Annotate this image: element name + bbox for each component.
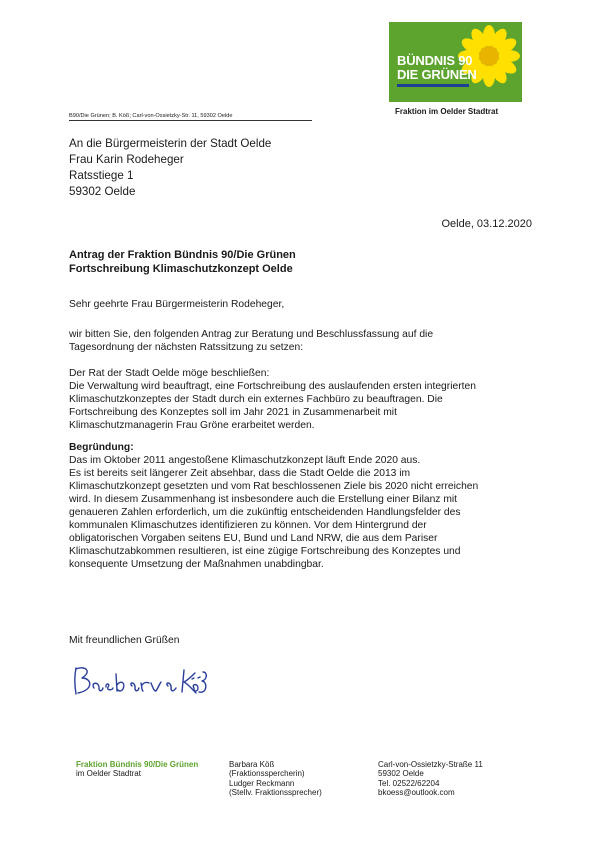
intro-paragraph: [69, 328, 539, 354]
footer-party-name: Fraktion Bündnis 90/Die Grünen: [76, 760, 199, 769]
sender-line: B90/Die Grünen; B. Köß; Carl-von-Ossietzky-Str. 11, 59302 Oelde: [69, 113, 312, 121]
logo-caption: Fraktion im Oelder Stadtrat: [395, 107, 499, 116]
subject-line-2: Fortschreibung Klimaschutzkonzept Oelde: [69, 263, 293, 275]
logo-line-2: DIE GRÜNEN: [397, 67, 477, 82]
letter-date: Oelde, 03.12.2020: [441, 218, 532, 230]
logo-blue-bar: [397, 84, 469, 87]
footer-party-sub: im Oelder Stadtrat: [76, 769, 141, 779]
resolution-line: Klimaschutzmanagerin Frau Gröne erarbeitet werden.: [69, 420, 315, 431]
recipient-line: Ratsstiege 1: [69, 169, 134, 182]
salutation: Sehr geehrte Frau Bürgermeisterin Rodeheger,: [69, 299, 285, 310]
footer-contact-line: Ludger Reckmann: [229, 778, 295, 788]
logo-wordmark: [397, 54, 477, 82]
recipient-line: An die Bürgermeisterin der Stadt Oelde: [69, 137, 272, 150]
resolution-line: Klimaschutzkonzeptes der Stadt durch ein externes Fachbüro zu beauftragen. Die: [69, 394, 443, 405]
recipient-address: [69, 136, 271, 200]
reason-line: obligatorischen Vorgaben seitens EU, Bund und Land NRW, die aus dem Pariser: [69, 533, 438, 544]
reason-section: [69, 441, 539, 571]
reason-line: Es ist bereits seit längerer Zeit absehbar, dass die Stadt Oelde die 2013 im: [69, 468, 411, 479]
resolution-line: Die Verwaltung wird beauftragt, eine Fortschreibung des auslaufenden ersten integrierten: [69, 381, 476, 392]
reason-line: Das im Oktober 2011 angestoßene Klimaschutzkonzept läuft Ende 2020 aus.: [69, 455, 421, 466]
footer-email[interactable]: bkoess@outlook.com: [378, 788, 455, 798]
signature-image: [70, 664, 210, 700]
subject: [69, 248, 296, 276]
reason-line: wird. In diesem Zusammenhang ist insbesondere auch die Erstellung einer Bilanz mit: [69, 494, 458, 505]
recipient-line: Frau Karin Rodeheger: [69, 153, 184, 166]
reason-line: genaueren Zahlen erforderlich, um die zukünftig entscheidenden Handlungsfelder des: [69, 507, 461, 518]
resolution-paragraph: [69, 367, 539, 432]
logo-line-1: BÜNDNIS 90: [397, 53, 473, 68]
footer-address-line: 59302 Oelde: [378, 769, 424, 779]
closing: Mit freundlichen Grüßen: [69, 635, 180, 646]
intro-line: wir bitten Sie, den folgenden Antrag zur Beratung und Beschlussfassung auf die: [69, 329, 434, 340]
party-logo: [389, 22, 522, 102]
reason-line: kommunalen Klimaschutzes identifizieren zu können. Vor dem Hintergrund der: [69, 520, 427, 531]
footer-address: [378, 760, 483, 798]
footer-party: [76, 760, 198, 779]
footer-contact-line: (Stellv. Fraktionssprecher): [229, 788, 322, 798]
footer-contact-line: Barbara Köß: [229, 760, 275, 769]
resolution-line: Der Rat der Stadt Oelde möge beschließen:: [69, 368, 270, 379]
footer-address-line: Carl-von-Ossietzky-Straße 11: [378, 760, 483, 769]
reason-heading: Begründung:: [69, 442, 134, 453]
resolution-line: Fortschreibung des Konzeptes soll im Jahr 2021 in Zusammenarbeit mit: [69, 407, 397, 418]
footer-contact-line: (Fraktionsspercherin): [229, 769, 305, 779]
reason-line: Klimaschutzabkommen resultieren, ist eine zügige Fortschreibung des Konzeptes und: [69, 546, 461, 557]
reason-line: konsequente Umsetzung der Maßnahmen unabdingbar.: [69, 559, 324, 570]
reason-line: Klimaschutzkonzept gesetzten und vom Rat beschlossenen Ziele bis 2020 nicht erreichen: [69, 481, 479, 492]
intro-line: Tagesordnung der nächsten Ratssitzung zu setzen:: [69, 342, 304, 353]
recipient-line: 59302 Oelde: [69, 185, 136, 198]
subject-line-1: Antrag der Fraktion Bündnis 90/Die Grünen: [69, 249, 296, 261]
footer-address-line: Tel. 02522/62204: [378, 778, 440, 788]
footer-contacts: [229, 760, 322, 798]
